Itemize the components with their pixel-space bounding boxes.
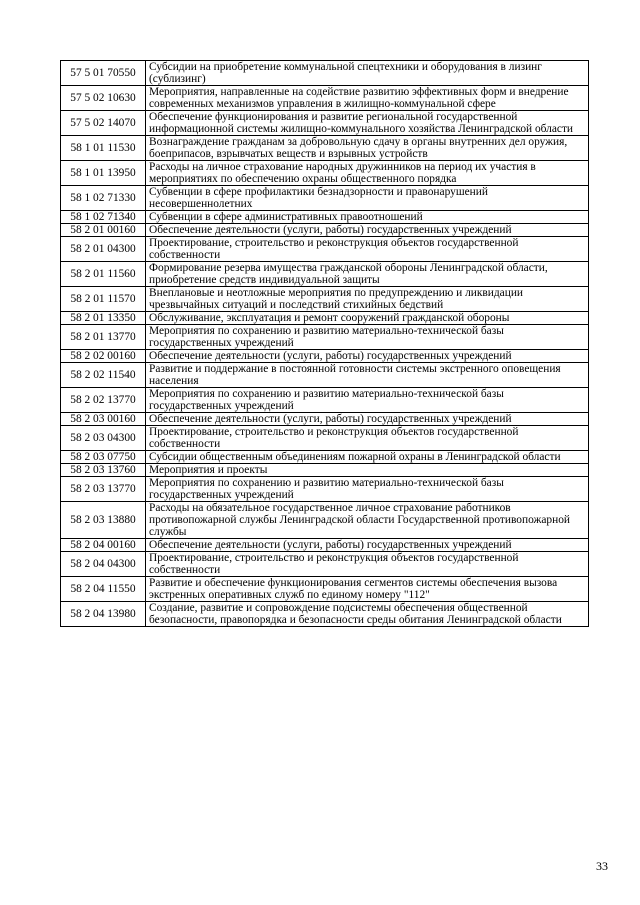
row-code: 58 2 01 13350 xyxy=(61,312,146,325)
row-description: Обслуживание, эксплуатация и ремонт сооружений гражданской обороны xyxy=(146,312,589,325)
row-description: Вознаграждение гражданам за добровольную сдачу в органы внутренних дел оружия, боеприпасов, взрывчатых веществ и взрывных устройств xyxy=(146,136,589,161)
row-description: Расходы на обязательное государственное личное страхование работников противопожарной службы Ленинградской области Государственной противопожарной службы xyxy=(146,502,589,539)
table-row xyxy=(61,502,589,539)
row-description: Проектирование, строительство и реконструкция объектов государственной собственности xyxy=(146,237,589,262)
table-row xyxy=(61,451,589,464)
page-number: 33 xyxy=(596,859,608,873)
row-description: Обеспечение деятельности (услуги, работы) государственных учреждений xyxy=(146,413,589,426)
row-description: Обеспечение деятельности (услуги, работы) государственных учреждений xyxy=(146,350,589,363)
table-row xyxy=(61,464,589,477)
row-description: Проектирование, строительство и реконструкция объектов государственной собственности xyxy=(146,552,589,577)
row-code: 58 2 03 00160 xyxy=(61,413,146,426)
table-row xyxy=(61,388,589,413)
row-code: 58 2 01 11570 xyxy=(61,287,146,312)
row-code: 58 2 04 04300 xyxy=(61,552,146,577)
table-row xyxy=(61,413,589,426)
row-description: Обеспечение деятельности (услуги, работы) государственных учреждений xyxy=(146,539,589,552)
row-code: 58 2 04 13980 xyxy=(61,602,146,627)
row-description: Проектирование, строительство и реконструкция объектов государственной собственности xyxy=(146,426,589,451)
table-row xyxy=(61,552,589,577)
table-row xyxy=(61,325,589,350)
table-row xyxy=(61,161,589,186)
row-code: 57 5 02 14070 xyxy=(61,111,146,136)
row-description: Обеспечение деятельности (услуги, работы) государственных учреждений xyxy=(146,224,589,237)
row-description: Обеспечение функционирования и развитие региональной государственной информационной системы жилищно-коммунального хозяйства Ленинградской области xyxy=(146,111,589,136)
table-row xyxy=(61,312,589,325)
row-code: 58 2 04 00160 xyxy=(61,539,146,552)
row-description: Расходы на личное страхование народных дружинников на период их участия в мероприятиях по обеспечению охраны общественного порядка xyxy=(146,161,589,186)
table-row xyxy=(61,61,589,86)
row-description: Формирование резерва имущества гражданской обороны Ленинградской области, приобретение средств индивидуальной защиты xyxy=(146,262,589,287)
budget-classification-table xyxy=(60,60,589,627)
row-code: 58 2 02 11540 xyxy=(61,363,146,388)
table-row xyxy=(61,186,589,211)
row-code: 58 2 02 13770 xyxy=(61,388,146,413)
table-row xyxy=(61,262,589,287)
row-code: 58 2 01 00160 xyxy=(61,224,146,237)
row-description: Субвенции в сфере административных правоотношений xyxy=(146,211,589,224)
row-code: 57 5 02 10630 xyxy=(61,86,146,111)
row-description: Субвенции в сфере профилактики безнадзорности и правонарушений несовершеннолетних xyxy=(146,186,589,211)
row-description: Мероприятия, направленные на содействие развитию эффективных форм и внедрение современных механизмов управления в жилищно-коммунальной сфере xyxy=(146,86,589,111)
row-description: Создание, развитие и сопровождение подсистемы обеспечения общественной безопасности, правопорядка и безопасности среды обитания Ленинградской области xyxy=(146,602,589,627)
table-row xyxy=(61,577,589,602)
row-description: Мероприятия по сохранению и развитию материально-технической базы государственных учреждений xyxy=(146,477,589,502)
row-code: 58 2 03 07750 xyxy=(61,451,146,464)
table-row xyxy=(61,287,589,312)
table-row xyxy=(61,237,589,262)
table-row xyxy=(61,350,589,363)
table-row xyxy=(61,136,589,161)
row-description: Субсидии общественным объединениям пожарной охраны в Ленинградской области xyxy=(146,451,589,464)
row-code: 58 2 03 13770 xyxy=(61,477,146,502)
table-row xyxy=(61,539,589,552)
row-code: 58 2 01 04300 xyxy=(61,237,146,262)
table-row xyxy=(61,86,589,111)
row-code: 58 2 03 04300 xyxy=(61,426,146,451)
row-description: Внеплановые и неотложные мероприятия по предупреждению и ликвидации чрезвычайных ситуаций и последствий стихийных бедствий xyxy=(146,287,589,312)
table-row xyxy=(61,363,589,388)
table-row xyxy=(61,211,589,224)
row-code: 58 2 02 00160 xyxy=(61,350,146,363)
row-description: Субсидии на приобретение коммунальной спецтехники и оборудования в лизинг (сублизинг) xyxy=(146,61,589,86)
row-description: Мероприятия по сохранению и развитию материально-технической базы государственных учреждений xyxy=(146,325,589,350)
row-code: 58 2 04 11550 xyxy=(61,577,146,602)
row-code: 58 2 03 13760 xyxy=(61,464,146,477)
row-code: 58 2 01 11560 xyxy=(61,262,146,287)
table-row xyxy=(61,477,589,502)
row-code: 57 5 01 70550 xyxy=(61,61,146,86)
table-row xyxy=(61,224,589,237)
table-row xyxy=(61,111,589,136)
row-description: Развитие и обеспечение функционирования сегментов системы обеспечения вызова экстренных оперативных служб по единому номеру "112" xyxy=(146,577,589,602)
row-code: 58 1 02 71330 xyxy=(61,186,146,211)
table-body xyxy=(61,61,589,627)
row-code: 58 1 01 13950 xyxy=(61,161,146,186)
table-row xyxy=(61,426,589,451)
table-row xyxy=(61,602,589,627)
row-code: 58 1 01 11530 xyxy=(61,136,146,161)
row-code: 58 2 03 13880 xyxy=(61,502,146,539)
row-description: Мероприятия по сохранению и развитию материально-технической базы государственных учреждений xyxy=(146,388,589,413)
row-code: 58 1 02 71340 xyxy=(61,211,146,224)
row-description: Развитие и поддержание в постоянной готовности системы экстренного оповещения населения xyxy=(146,363,589,388)
row-description: Мероприятия и проекты xyxy=(146,464,589,477)
row-code: 58 2 01 13770 xyxy=(61,325,146,350)
